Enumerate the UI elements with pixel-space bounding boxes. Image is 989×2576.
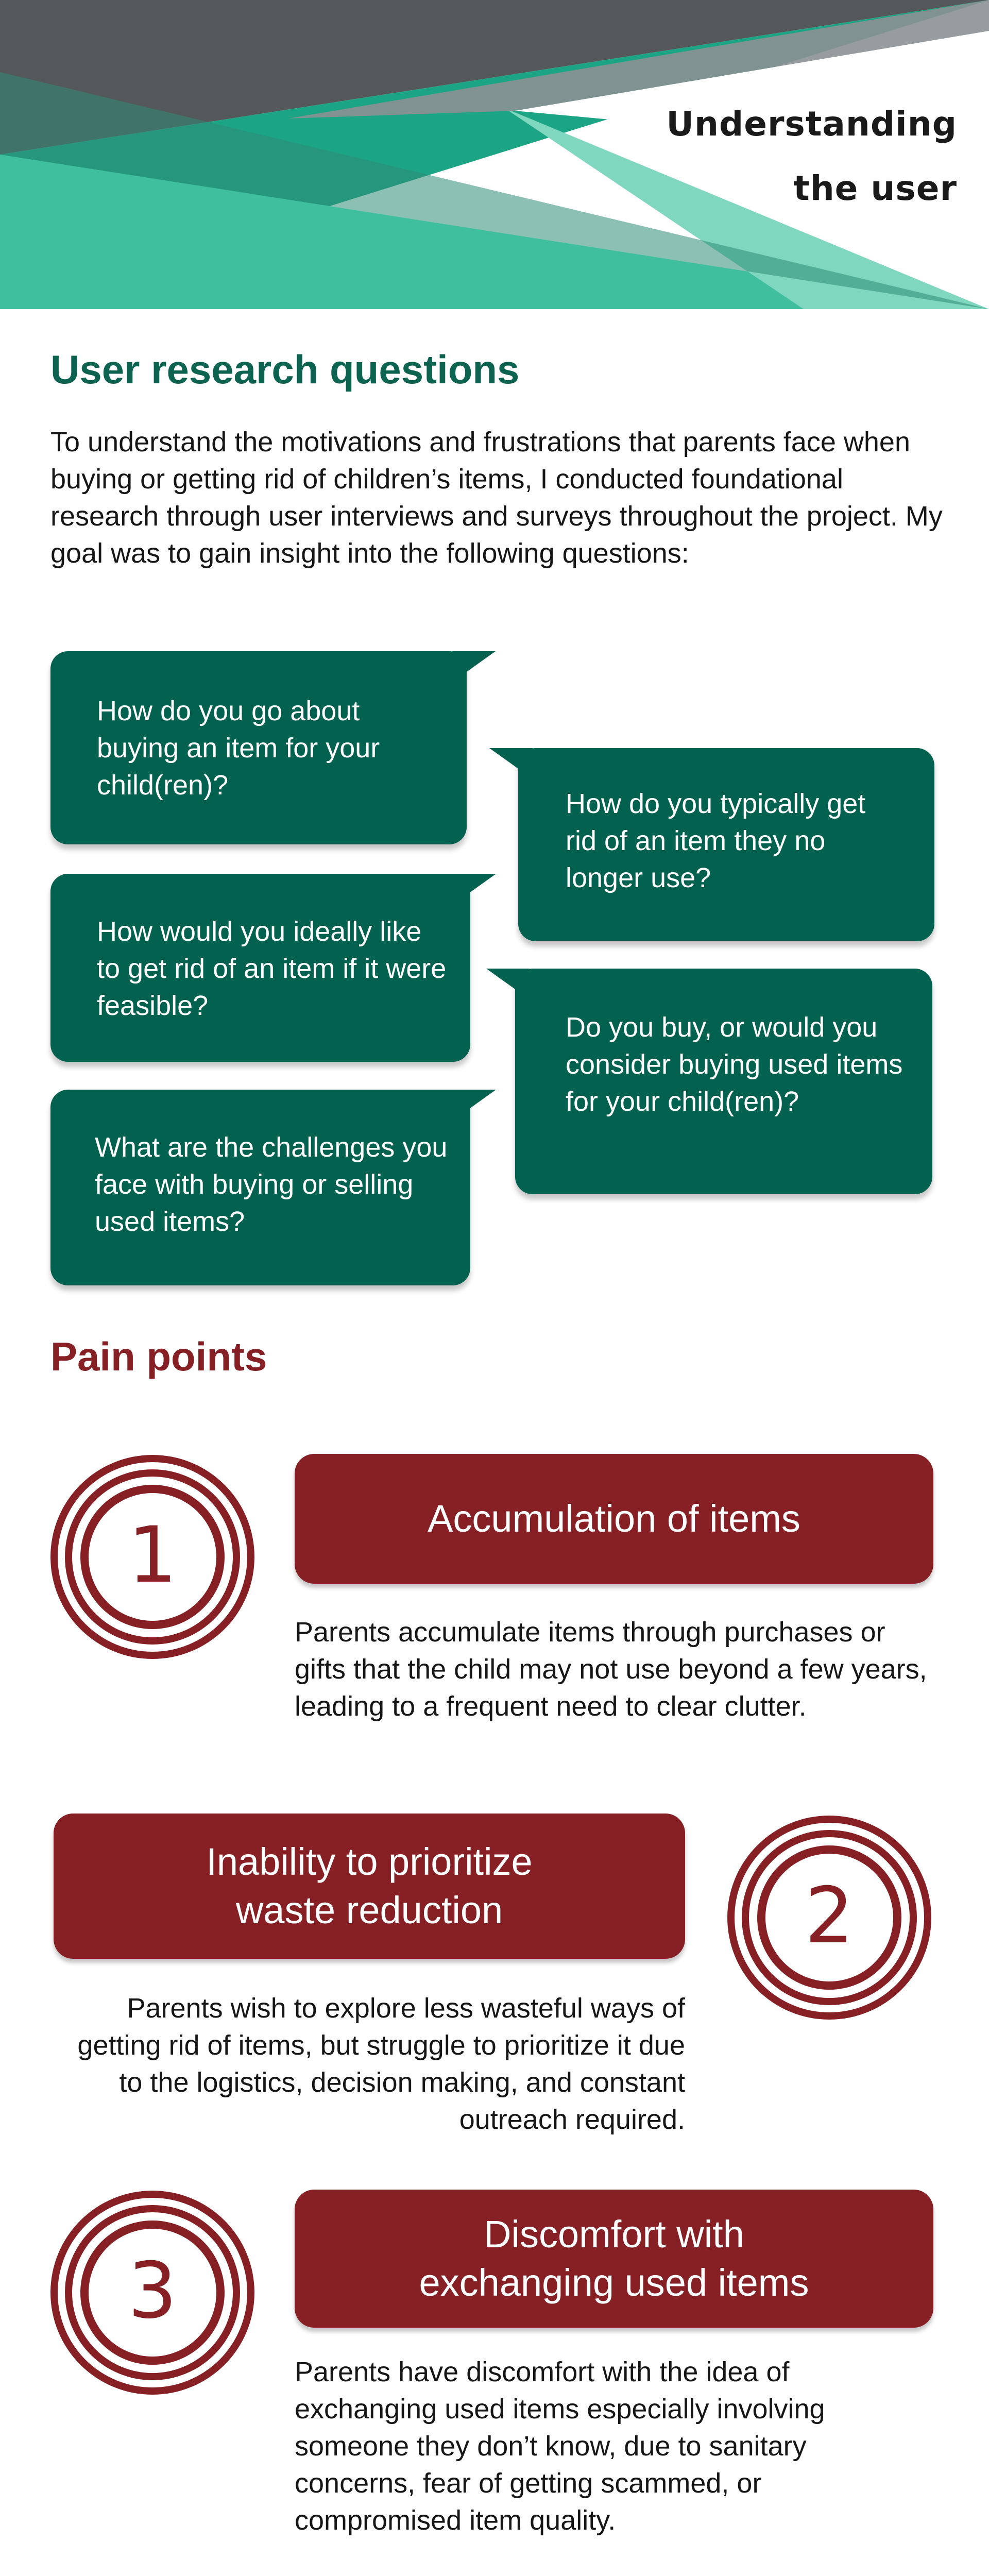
pain-number: 3 <box>128 2246 177 2336</box>
pain-points-heading: Pain points <box>50 1334 267 1379</box>
question-text: How would you ideally like to get rid of an item if it were feasible? <box>97 916 447 1021</box>
pain-title-line1: Discomfort with <box>484 2213 744 2256</box>
pain-title-pill <box>295 2190 933 2328</box>
question-bubble-4 <box>515 969 932 1194</box>
page-title <box>666 92 957 221</box>
pain-title: Accumulation of items <box>428 1497 800 1540</box>
pain-number: 2 <box>805 1871 854 1961</box>
research-intro: To understand the motivations and frustrations that parents face when buying or getting rid of children’s items, I conducted foundational research through user interviews and surveys throughout the project. My goal was to gain insight into the following questions: <box>50 427 943 569</box>
target-number-icon <box>726 1815 932 2021</box>
question-bubble-5 <box>50 1090 470 1285</box>
question-bubble-2 <box>518 748 934 941</box>
speech-tail-icon <box>453 1090 496 1121</box>
page-title-line1: Understanding <box>666 104 957 144</box>
question-bubble-3 <box>50 874 470 1062</box>
pain-title-pill <box>54 1814 685 1959</box>
speech-tail-icon <box>489 748 533 779</box>
pain-description: Parents accumulate items through purchases or gifts that the child may not use beyond a few years, leading to a frequent need to clear clutter. <box>295 1617 927 1722</box>
pain-description: Parents wish to explore less wasteful ways of getting rid of items, but struggle to prioritize it due to the logistics, decision making, and constant outreach required. <box>77 1993 685 2135</box>
question-text: How do you go about buying an item for your child(ren)? <box>97 696 380 801</box>
pain-title-pill <box>295 1454 933 1584</box>
speech-tail-icon <box>453 874 496 905</box>
question-text: What are the challenges you face with buying or selling used items? <box>95 1132 448 1237</box>
question-text: Do you buy, or would you consider buying used items for your child(ren)? <box>566 1012 903 1117</box>
speech-tail-icon <box>486 969 530 999</box>
pain-description: Parents have discomfort with the idea of exchanging used items especially involving someone they don’t know, due to sanitary concerns, fear of getting scammed, or compromised item quality. <box>295 2357 825 2536</box>
research-heading: User research questions <box>50 347 520 392</box>
page-title-line2: the user <box>793 168 957 208</box>
target-number-icon <box>49 2190 255 2396</box>
pain-title-line2: exchanging used items <box>419 2261 809 2304</box>
target-number-icon <box>49 1454 255 1660</box>
pain-number: 1 <box>128 1511 177 1600</box>
pain-title-line1: Inability to prioritize <box>206 1840 533 1883</box>
speech-tail-icon <box>452 651 496 682</box>
question-text: How do you typically get rid of an item they no longer use? <box>566 788 866 893</box>
pain-title-line2: waste reduction <box>235 1889 503 1931</box>
hero-banner <box>0 0 989 309</box>
question-bubble-1 <box>50 651 467 844</box>
